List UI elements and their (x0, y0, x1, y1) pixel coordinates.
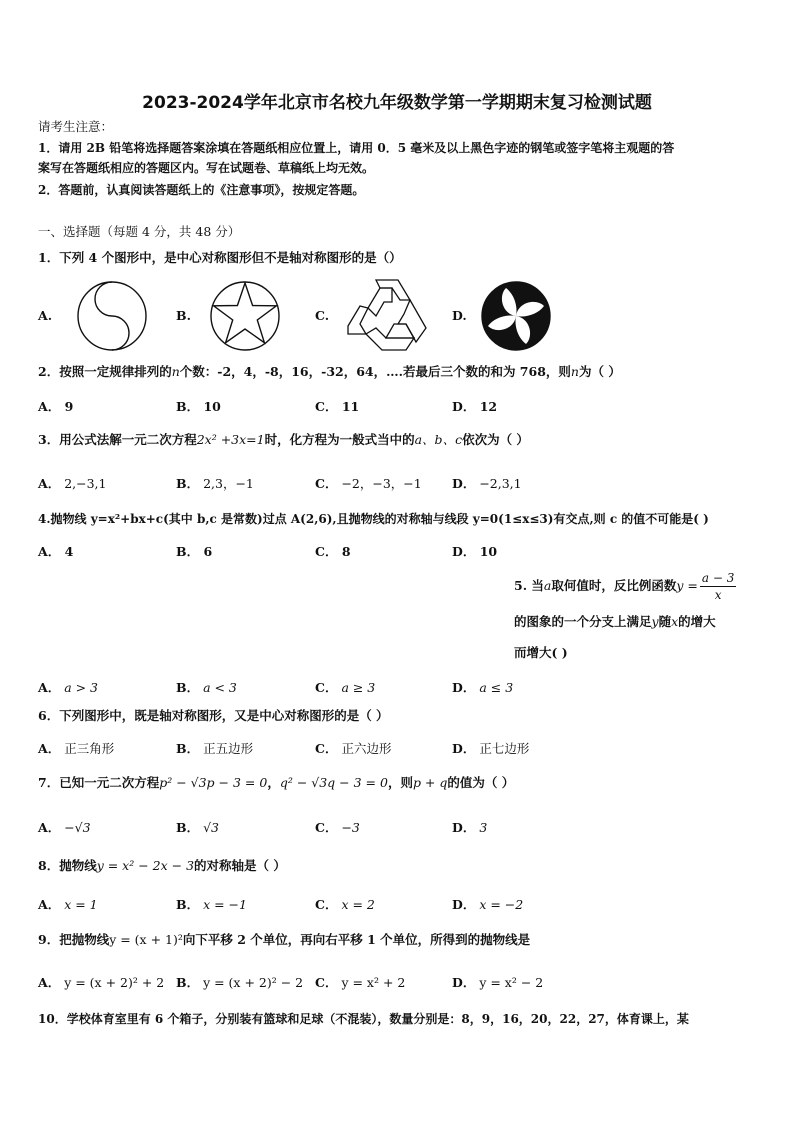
q5-stem-line1: 5. 当a取何值时，反比例函数y = $\frac{a - 3}{x}$ (514, 571, 735, 602)
q5-fraction (700, 570, 736, 603)
q2-stem (38, 364, 621, 380)
q1-label-d: D. (452, 308, 467, 323)
notice-line-1b: 案写在答题纸相应的答题区内。写在试题卷、草稿纸上均无效。 (38, 161, 375, 175)
page-title: 2023-2024学年北京市名校九年级数学第一学期期末复习检测试题 (142, 93, 652, 113)
q5-stem-line3: 而增大( ) (514, 645, 568, 660)
q8-option-d: D． x = −2 (452, 897, 524, 912)
recycle-arrows-icon (346, 278, 428, 352)
q1-label-a: A. (38, 308, 53, 323)
q5-fraction-denominator: x (714, 588, 722, 602)
q2-option-c: C． 11 (315, 399, 360, 414)
q4-option-b: B． 6 (176, 544, 213, 559)
q9-equation: y = (x + 1)² (109, 932, 183, 947)
q5-option-b: B． a < 3 (176, 680, 237, 695)
star-in-circle-icon (209, 280, 281, 352)
q2-option-a: A． 9 (38, 399, 74, 414)
q9-option-c: C． y = x² + 2 (315, 975, 406, 990)
q9-option-d: D． y = x² − 2 (452, 975, 544, 990)
q3-option-b: B． 2,3，−1 (176, 476, 254, 491)
q7-option-b: B． √3 (176, 820, 219, 835)
q10-stem: 10．学校体育室里有 6 个箱子，分别装有篮球和足球（不混装），数量分别是：8，9，16，20，22，27，体育课上，某 (38, 1012, 689, 1026)
q4-option-d: D． 10 (452, 544, 498, 559)
q8-option-b: B． x = −1 (176, 897, 247, 912)
q7-expression: p + q (412, 775, 448, 790)
q5-option-c: C． a ≥ 3 (315, 680, 376, 695)
q8-option-c: C． x = 2 (315, 897, 375, 912)
q4-option-a: A． 4 (38, 544, 74, 559)
q3-equation: 2x² +3x=1 (196, 432, 265, 447)
q3-stem-part-b: 时，化方程为一般式当中的 (264, 432, 415, 447)
q5-option-a: A． a > 3 (38, 680, 99, 695)
notice-heading: 请考生注意： (38, 119, 114, 134)
q2-option-d: D． 12 (452, 399, 498, 414)
q5-fraction-numerator: a − 3 (701, 571, 735, 585)
q2-stem-part-b: 个数：-2，4，-8，16，-32，64，….若最后三个数的和为 768，则 (179, 364, 571, 379)
q2-var-n: n (171, 364, 180, 379)
q3-option-d: D． −2,3,1 (452, 476, 522, 491)
q3-stem-part-c: 依次为（ ） (462, 432, 529, 447)
q2-var-n2: n (570, 364, 579, 379)
q6-option-c: C． 正六边形 (315, 741, 392, 756)
q8-option-a: A． x = 1 (38, 897, 98, 912)
q7-option-c: C． −3 (315, 820, 360, 835)
q6-option-d: D． 正七边形 (452, 741, 530, 756)
q4-stem: 4.抛物线 y=x²+bx+c(其中 b,c 是常数)过点 A(2,6),且抛物线的对称轴与线段 y=0(1≤x≤3)有交点,则 c 的值不可能是( ) (38, 512, 709, 526)
q2-stem-part-a: 2．按照一定规律排列的 (38, 364, 172, 379)
q5-stem-line2: 的图象的一个分支上满足y随x的增大 (514, 614, 716, 629)
yin-yang-circle-icon (76, 280, 148, 352)
q1-stem: 1．下列 4 个图形中，是中心对称图形但不是轴对称图形的是（） (38, 250, 402, 265)
q1-label-c: C. (315, 308, 330, 323)
q8-equation: y = x² − 2x − 3 (96, 858, 195, 873)
q7-option-d: D． 3 (452, 820, 488, 835)
four-petal-circle-icon (480, 280, 552, 352)
q5-y-eq: y = (676, 578, 698, 593)
q3-option-c: C． −2，−3，−1 (315, 476, 422, 491)
q2-option-b: B． 10 (176, 399, 221, 414)
q6-option-b: B． 正五边形 (176, 741, 254, 756)
q3-vars: a、b、c (414, 432, 463, 447)
notice-line-2: 2．答题前，认真阅读答题纸上的《注意事项》，按规定答题。 (38, 183, 365, 197)
q5-var-a: a (543, 578, 552, 593)
q9-option-b: B． y = (x + 2)² − 2 (176, 975, 304, 990)
q8-stem: 8．抛物线y = x² − 2x − 3的对称轴是（ ） (38, 858, 286, 873)
q3-stem (38, 432, 529, 448)
notice-line-1a: 1．请用 2B 铅笔将选择题答案涂填在答题纸相应位置上，请用 0．5 毫米及以上黑色字迹的钢笔或签字笔将主观题的答 (38, 141, 675, 155)
q3-stem-part-a: 3．用公式法解一元二次方程 (38, 432, 197, 447)
section-heading: 一、选择题（每题 4 分，共 48 分） (38, 224, 241, 239)
q4-option-c: C． 8 (315, 544, 351, 559)
q7-option-a: A． −√3 (38, 820, 91, 835)
q7-equation-1: p² − √3p − 3 = 0 (159, 775, 268, 790)
q2-stem-part-c: 为（ ） (578, 364, 621, 379)
q7-stem: 7．已知一元二次方程p² − √3p − 3 = 0，q² − √3q − 3 = 0，则p + q的值为（ ） (38, 775, 515, 790)
q6-option-a: A． 正三角形 (38, 741, 115, 756)
q7-equation-2: q² − √3q − 3 = 0 (279, 775, 388, 790)
q5-option-d: D． a ≤ 3 (452, 680, 514, 695)
q3-option-a: A． 2,−3,1 (38, 476, 107, 491)
q9-stem: 9．把抛物线y = (x + 1)²向下平移 2 个单位，再向右平移 1 个单位，所得到的抛物线是 (38, 932, 531, 947)
q6-stem: 6．下列图形中，既是轴对称图形，又是中心对称图形的是（ ） (38, 708, 389, 723)
q9-option-a: A． y = (x + 2)² + 2 (38, 975, 165, 990)
q1-label-b: B. (176, 308, 191, 323)
